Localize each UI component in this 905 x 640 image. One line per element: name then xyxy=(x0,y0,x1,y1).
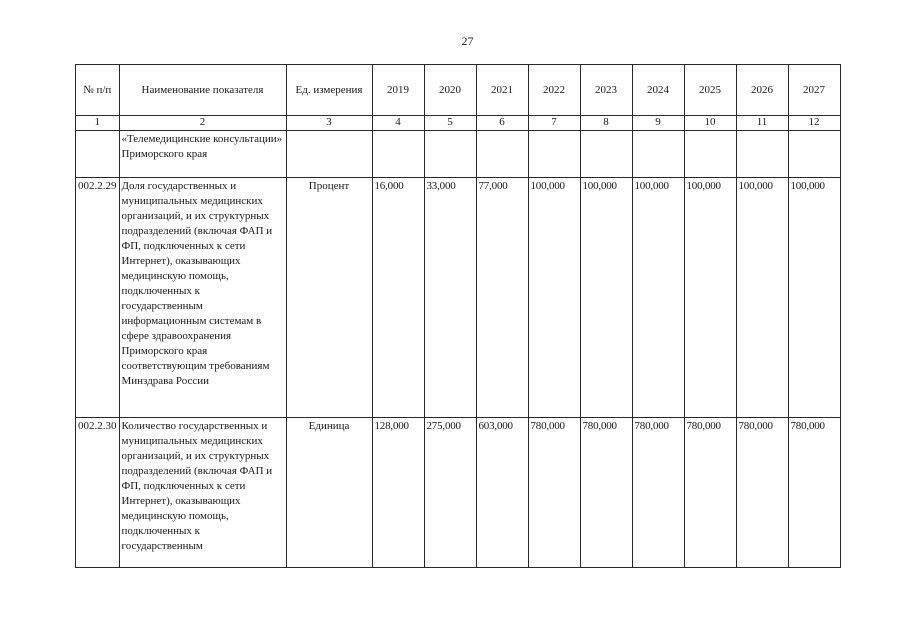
row-value: 780,000 xyxy=(736,418,788,568)
row-value: 100,000 xyxy=(580,178,632,418)
header-year-2024: 2024 xyxy=(632,65,684,116)
row-value: 780,000 xyxy=(632,418,684,568)
row-unit: Единица xyxy=(286,418,372,568)
header-year-2022: 2022 xyxy=(528,65,580,116)
table-row xyxy=(76,178,841,418)
column-number: 3 xyxy=(286,116,372,131)
row-value xyxy=(424,131,476,178)
column-number: 11 xyxy=(736,116,788,131)
column-number: 8 xyxy=(580,116,632,131)
table-row xyxy=(76,131,841,178)
column-number: 9 xyxy=(632,116,684,131)
header-year-2021: 2021 xyxy=(476,65,528,116)
row-value: 780,000 xyxy=(528,418,580,568)
column-number: 12 xyxy=(788,116,840,131)
row-value xyxy=(684,131,736,178)
column-number: 5 xyxy=(424,116,476,131)
header-num: № п/п xyxy=(76,65,120,116)
header-year-2027: 2027 xyxy=(788,65,840,116)
column-number: 2 xyxy=(119,116,286,131)
header-year-2025: 2025 xyxy=(684,65,736,116)
row-value: 780,000 xyxy=(788,418,840,568)
row-name: Количество государственных и муниципальных медицинских организаций, и их структурных подразделений (включая ФАП и ФП, подключенных к сети Интернет), оказывающих медицинскую помощь, подключенных к государственным xyxy=(119,418,286,568)
row-value xyxy=(372,131,424,178)
column-number: 6 xyxy=(476,116,528,131)
row-value: 100,000 xyxy=(684,178,736,418)
row-value: 780,000 xyxy=(684,418,736,568)
row-name: Доля государственных и муниципальных медицинских организаций, и их структурных подразделений (включая ФАП и ФП, подключенных к сети Интернет), оказывающих медицинскую помощь, подключенных к государственным информационным системам в сфере здравоохранения Приморского края соответствующим требованиям Минздрава России xyxy=(119,178,286,418)
column-number: 1 xyxy=(76,116,120,131)
column-number: 7 xyxy=(528,116,580,131)
row-value: 16,000 xyxy=(372,178,424,418)
table-row xyxy=(76,418,841,568)
row-value: 33,000 xyxy=(424,178,476,418)
row-num xyxy=(76,131,120,178)
row-value xyxy=(580,131,632,178)
row-value xyxy=(788,131,840,178)
row-name: «Телемедицинские консультации» Приморского края xyxy=(119,131,286,178)
row-value: 100,000 xyxy=(528,178,580,418)
row-value: 100,000 xyxy=(736,178,788,418)
row-value xyxy=(528,131,580,178)
row-value: 780,000 xyxy=(580,418,632,568)
row-num: 002.2.29 xyxy=(76,178,120,418)
row-value xyxy=(632,131,684,178)
column-number: 4 xyxy=(372,116,424,131)
row-value: 77,000 xyxy=(476,178,528,418)
header-year-2026: 2026 xyxy=(736,65,788,116)
row-value: 128,000 xyxy=(372,418,424,568)
row-unit: Процент xyxy=(286,178,372,418)
column-number: 10 xyxy=(684,116,736,131)
page-number: 27 xyxy=(461,34,474,48)
row-value xyxy=(476,131,528,178)
header-year-2020: 2020 xyxy=(424,65,476,116)
row-value xyxy=(736,131,788,178)
row-value: 100,000 xyxy=(788,178,840,418)
row-num: 002.2.30 xyxy=(76,418,120,568)
column-number-row xyxy=(76,116,841,131)
indicators-table xyxy=(75,64,841,568)
header-year-2019: 2019 xyxy=(372,65,424,116)
row-value: 100,000 xyxy=(632,178,684,418)
header-year-2023: 2023 xyxy=(580,65,632,116)
row-value: 275,000 xyxy=(424,418,476,568)
row-value: 603,000 xyxy=(476,418,528,568)
header-name: Наименование показателя xyxy=(119,65,286,116)
table-header-row xyxy=(76,65,841,116)
row-unit xyxy=(286,131,372,178)
header-unit: Ед. измерения xyxy=(286,65,372,116)
